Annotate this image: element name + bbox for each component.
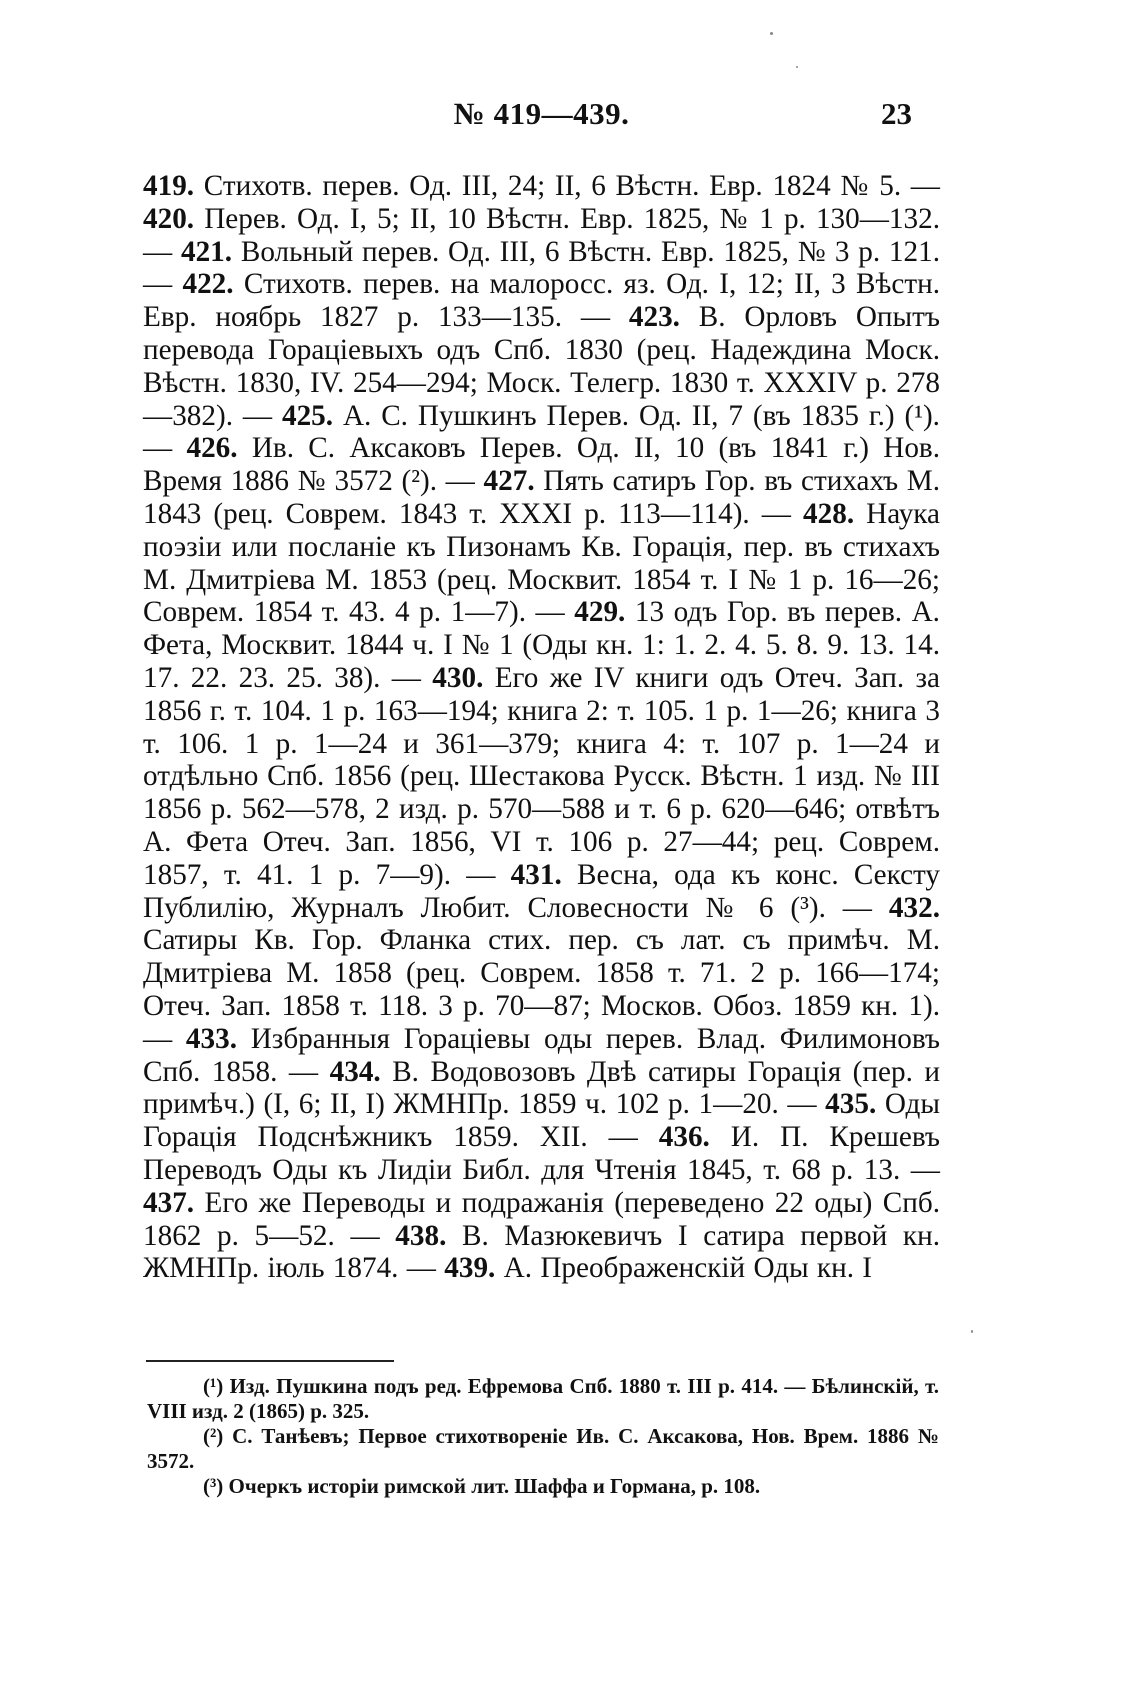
entry-text: Вольный перев. Од. III, 6 Вѣстн. Евр. 1825, № 3 р. 121. — [143,235,941,301]
entry-text: В. Орловъ Опытъ перевода Горацiевыхъ одъ Спб. 1830 (рец. Надеждина Моск. Вѣстн. 1830, IV. 254—294; Моск. Телегр. 1830 т. XXXIV р. 278—382). — [143,301,941,432]
entry-number: 423. [628,301,680,334]
entry-text: А. Преображенскiй Оды кн. I [495,1252,873,1285]
entry-number: 433. [185,1022,237,1055]
footnote-separator [146,1360,394,1362]
entry-number: 427. [483,465,535,498]
entry-number: 434. [329,1055,381,1088]
entry-text: Избранныя Горацiевы оды перев. Влад. Филимоновъ Спб. 1858. — [143,1022,940,1088]
footnote-mark: (²) [203,1424,224,1448]
footnote [147,1474,939,1499]
entry-text: Ив. С. Аксаковъ Перев. Од. II, 10 (въ 1841 г.) Нов. Время 1886 № 3572 (²). — [143,432,940,498]
entry-number: 436. [658,1121,710,1154]
footnote-mark: (¹) [203,1374,224,1398]
entry-text: Оды Горацiя Подснѣжникъ 1859. XII. — [143,1088,940,1154]
entry-text: И. П. Крешевъ Переводъ Оды къ Лидiи Библ. для Чтенiя 1845, т. 68 р. 13. — [143,1121,941,1186]
footnote-text: Очеркъ исторiи римской лит. Шаффа и Гормана, р. 108. [223,1474,761,1498]
footnotes [147,1374,939,1500]
running-header [143,96,940,146]
print-speck [770,32,773,35]
entry-text: Его же IV книги одъ Отеч. Зап. за 1856 г. т. 104. 1 р. 163—194; книга 2: т. 105. 1 р. 1—26; книга 3 т. 106. 1 р. 1—24 и 361—379; книга 4: т. 107 р. 1—24 и отдѣльно Спб. 1856 (рец. Шестакова Русск. Вѣстн. 1 изд. № III 1856 р. 562—578, 2 изд. р. 570—588 и т. 6 р. 620—646; отвѣтъ А. Фета Отеч. Зап. 1856, VI т. 106 р. 27—44; рец. Соврем. 1857, т. 41. 1 р. 7—9). — [143,661,940,891]
entry-text: Сатиры Кв. Гор. Фланка стих. пер. съ лат. съ примѣч. М. Дмитрiева М. 1858 (рец. Соврем. 1858 т. 71. 2 р. 166—174; Отеч. Зап. 1858 т. 118. 3 р. 70—87; Москов. Обоз. 1859 кн. 1). — [143,924,940,1055]
entry-text: В. Мазюкевичъ I сатира первой кн. ЖМНПр. iюль 1874. — [143,1219,940,1285]
entry-text: Перев. Од. I, 5; II, 10 Вѣстн. Евр. 1825, № 1 р. 130—132. — [143,202,940,268]
entry-text: А. С. Пушкинъ Перев. Од. II, 7 (въ 1835 г.) (¹). — [143,399,940,465]
entry-number: 439. [444,1252,496,1285]
entry-number: 422. [182,268,234,301]
entry-number: 437. [143,1186,195,1219]
footnote [147,1374,939,1423]
entry-number: 420. [143,202,195,235]
entry-text: Стихотв. перев. на малоросс. яз. Од. I, 12; II, 3 Вѣстн. Евр. ноябрь 1827 р. 133—135. — [143,268,940,334]
print-speck [971,1330,973,1333]
entry-number: 419. [143,170,195,202]
entry-text: Его же Переводы и подражанiя (переведено 22 оды) Спб. 1862 р. 5—52. — [143,1186,940,1252]
entry-number: 430. [432,661,484,694]
entry-number: 429. [574,596,626,629]
entry-number: 435. [825,1088,877,1121]
entry-number: 425. [281,399,334,432]
entry-text: Стихотв. перев. Од. III, 24; II, 6 Вѣстн. Евр. 1824 № 5. — [194,170,940,202]
page-title: № 419—439. [453,96,630,131]
bibliography-entries [143,170,940,1285]
entry-number: 426. [186,432,238,465]
entry-number: 421. [180,235,233,268]
entry-number: 431. [510,858,562,891]
page-number: 23 [881,96,912,131]
footnote-text: С. Танѣевъ; Первое стихотворенiе Ив. С. Аксакова, Нов. Врем. 1886 № 3572. [147,1424,939,1473]
print-speck [796,66,798,68]
footnote [147,1424,939,1473]
entry-number: 438. [395,1219,447,1252]
entry-text: В. Водовозовъ Двѣ сатиры Горацiя (пер. и примѣч.) (I, 6; II, I) ЖМНПр. 1859 ч. 102 р. 1—20. — [143,1055,940,1121]
entry-text: Пять сатиръ Гор. въ стихахъ М. 1843 (рец. Соврем. 1843 т. XXXI р. 113—114). — [143,465,940,530]
entry-text: 13 одъ Гор. въ перев. А. Фета, Москвит. 1844 ч. I № 1 (Оды кн. 1: 1. 2. 4. 5. 8. 9. 13. 14. 17. 22. 23. 25. 38). — [143,596,940,694]
entry-text: Весна, ода къ конс. Сексту Публилiю, Журналъ Любит. Словесности № 6 (³). — [143,858,941,924]
entry-text: Наука поэзiи или посланiе къ Пизонамъ Кв. Горацiя, пер. въ стихахъ М. Дмитрiева М. 1853 (рец. Москвит. 1854 т. I № 1 р. 16—26; Соврем. 1854 т. 43. 4 р. 1—7). — [143,497,940,629]
footnote-mark: (³) [203,1474,224,1498]
entry-number: 428. [803,497,855,530]
entry-number: 432. [888,891,940,924]
footnote-text: Изд. Пушкина подъ ред. Ефремова Спб. 1880 т. III р. 414. — Бѣлинскiй, т. VIII изд. 2 (1865) р. 325. [147,1374,939,1423]
